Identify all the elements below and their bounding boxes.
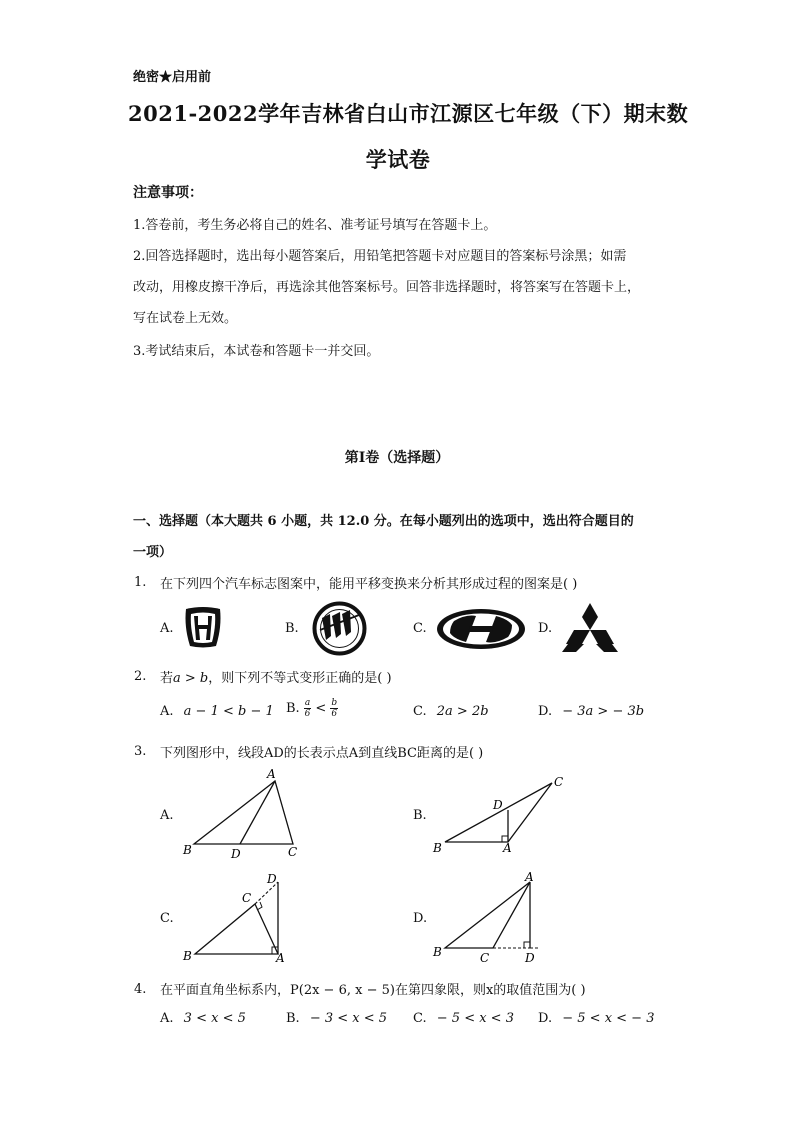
frac-numerator: b bbox=[331, 698, 338, 708]
confidential-label: 绝密★启用前 bbox=[133, 70, 212, 85]
q4-option-c bbox=[413, 1011, 514, 1026]
q3-option-d-label: D. bbox=[413, 911, 428, 926]
point-c-label: C bbox=[242, 891, 252, 905]
q2-option-c bbox=[413, 704, 489, 719]
q4-option-b-expr: − 3 < x < 5 bbox=[309, 1011, 388, 1026]
q2-option-c-label: C. bbox=[413, 704, 427, 719]
exam-title-line2: 学试卷 bbox=[365, 147, 431, 172]
q2-option-d-expr: − 3a > − 3b bbox=[562, 704, 645, 719]
frac-numerator: a bbox=[304, 698, 311, 708]
mitsubishi-logo-icon bbox=[561, 602, 619, 654]
honda-logo-icon bbox=[183, 605, 223, 650]
point-b-label: B bbox=[183, 843, 192, 857]
q4-option-c-label: C. bbox=[413, 1011, 427, 1026]
q3-figure-b bbox=[430, 770, 580, 860]
q2-option-a bbox=[160, 704, 274, 719]
q1-option-c-label: C. bbox=[413, 621, 427, 636]
notice-line-1: 1.答卷前，考生务必将自己的姓名、准考证号填写在答题卡上。 bbox=[133, 218, 497, 233]
q4-option-b bbox=[286, 1011, 387, 1026]
q4-option-d-expr: − 5 < x < − 3 bbox=[562, 1011, 655, 1026]
point-d-label: D bbox=[267, 872, 277, 886]
exam-title-line1: 2021-2022学年吉林省白山市江源区七年级（下）期末数 bbox=[128, 101, 689, 126]
q2-condition: a > b bbox=[173, 671, 209, 686]
point-a-label: A bbox=[276, 951, 285, 965]
q3-figure-a bbox=[180, 765, 310, 865]
frac-denominator: 6 bbox=[304, 709, 311, 719]
q3-figure-c bbox=[178, 868, 298, 968]
point-c-label: C bbox=[480, 951, 490, 965]
point-b-label: B bbox=[433, 841, 442, 855]
q1-option-b-label: B. bbox=[285, 621, 299, 636]
q2-number: 2. bbox=[134, 669, 147, 684]
q3-option-b-label: B. bbox=[413, 808, 427, 823]
notice-line-2b: 改动，用橡皮擦干净后，再选涂其他答案标号。回答非选择题时，将答案写在答题卡上， bbox=[133, 280, 641, 295]
q2-option-b-label: B. bbox=[286, 701, 300, 716]
q2-option-b-frac-b bbox=[330, 698, 338, 719]
q2-text bbox=[160, 667, 392, 686]
q4-option-b-label: B. bbox=[286, 1011, 300, 1026]
point-d-label: D bbox=[231, 847, 241, 861]
point-c-label: C bbox=[288, 845, 298, 859]
q2-text-prefix: 若 bbox=[160, 671, 174, 686]
q2-option-a-expr: a − 1 < b − 1 bbox=[183, 704, 274, 719]
point-a-label: A bbox=[525, 870, 534, 884]
q4-option-d-label: D. bbox=[538, 1011, 553, 1026]
q2-text-suffix: ，则下列不等式变形正确的是( ) bbox=[208, 671, 392, 686]
part-heading-a: 一、选择题（本大题共 6 小题，共 12.0 分。在每小题列出的选项中，选出符合题目的 bbox=[133, 514, 634, 529]
notice-line-2a: 2.回答选择题时，选出每小题答案后，用铅笔把答题卡对应题目的答案标号涂黑；如需 bbox=[133, 249, 627, 264]
q4-option-d bbox=[538, 1011, 654, 1026]
frac-denominator: 6 bbox=[331, 709, 338, 719]
q3-option-c-label: C. bbox=[160, 911, 174, 926]
q2-option-a-label: A. bbox=[160, 704, 174, 719]
q3-text: 下列图形中，线段AD的长表示点A到直线BC距离的是( ) bbox=[160, 746, 484, 761]
buick-logo-icon bbox=[312, 601, 367, 656]
q3-option-a-label: A. bbox=[160, 808, 174, 823]
q2-option-c-expr: 2a > 2b bbox=[436, 704, 489, 719]
point-b-label: B bbox=[433, 945, 442, 959]
q2-option-b bbox=[286, 698, 338, 719]
point-a-label: A bbox=[267, 767, 276, 781]
notice-line-2c: 写在试卷上无效。 bbox=[133, 311, 238, 326]
q3-figure-d bbox=[430, 868, 560, 968]
point-c-label: C bbox=[554, 775, 564, 789]
q4-option-a-label: A. bbox=[160, 1011, 174, 1026]
q4-option-c-expr: − 5 < x < 3 bbox=[436, 1011, 514, 1026]
point-b-label: B bbox=[183, 949, 192, 963]
notice-heading: 注意事项： bbox=[133, 185, 203, 201]
q2-option-d-label: D. bbox=[538, 704, 553, 719]
q1-option-a-label: A. bbox=[160, 621, 174, 636]
q1-number: 1. bbox=[134, 575, 147, 590]
q4-option-a-expr: 3 < x < 5 bbox=[183, 1011, 246, 1026]
point-d-label: D bbox=[525, 951, 535, 965]
hyundai-logo-icon bbox=[436, 608, 526, 650]
part-heading-b: 一项） bbox=[133, 545, 173, 560]
q3-number: 3. bbox=[134, 744, 147, 759]
point-a-label: A bbox=[503, 841, 512, 855]
point-d-label: D bbox=[493, 798, 503, 812]
q4-number: 4. bbox=[134, 982, 147, 997]
q2-option-b-op: < bbox=[315, 701, 327, 716]
q1-option-d-label: D. bbox=[538, 621, 553, 636]
q2-option-b-frac-a bbox=[304, 698, 311, 719]
notice-line-3: 3.考试结束后，本试卷和答题卡一并交回。 bbox=[133, 344, 380, 359]
q4-text: 在平面直角坐标系内，P(2x − 6, x − 5)在第四象限，则x的取值范围为( ) bbox=[160, 983, 586, 998]
q2-option-d bbox=[538, 704, 644, 719]
q4-option-a bbox=[160, 1011, 246, 1026]
q1-text: 在下列四个汽车标志图案中，能用平移变换来分析其形成过程的图案是( ) bbox=[160, 577, 578, 592]
section-heading: 第Ⅰ卷（选择题） bbox=[344, 450, 450, 466]
